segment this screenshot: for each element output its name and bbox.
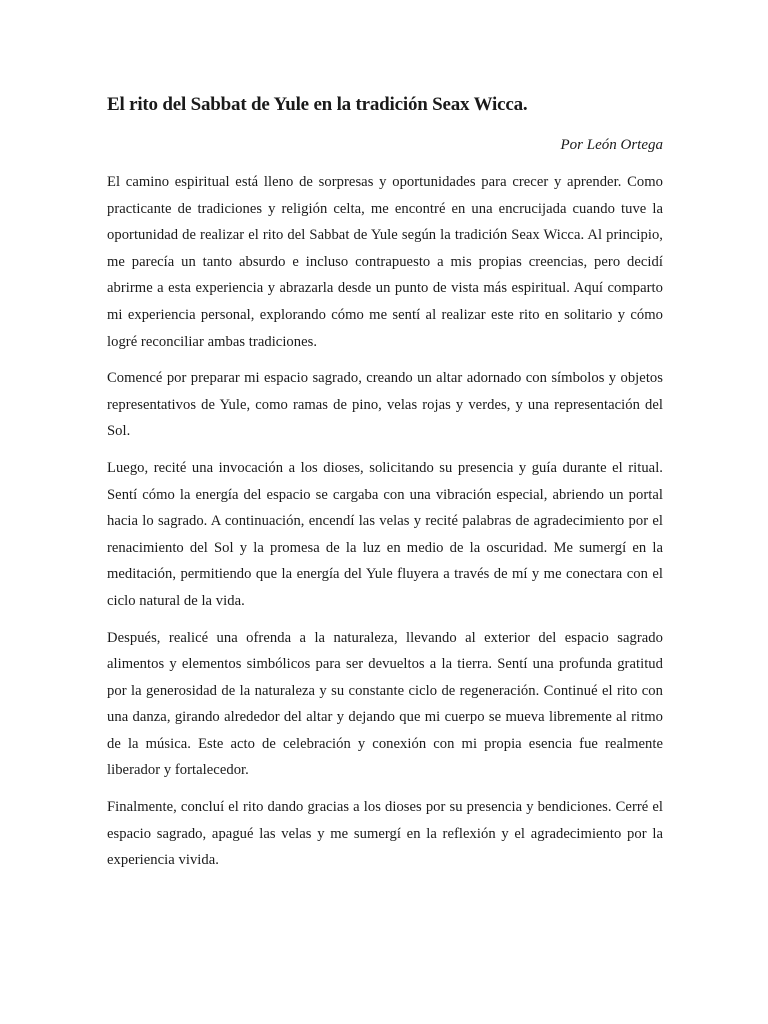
- author-byline: Por León Ortega: [560, 137, 663, 153]
- paragraph-1: El camino espiritual está lleno de sorpresas y oportunidades para crecer y aprender. Como practicante de tradiciones y religión celta, me encontré en una encrucijada cuando tuve la oportunidad de realizar el rito del Sabbat de Yule según la tradición Seax Wicca. Al principio, me parecía un tanto absurdo e incluso contrapuesto a mis propias creencias, pero decidí abrirme a esta experiencia y abrazarla desde un punto de vista más espiritual. Aquí comparto mi experiencia personal, explorando cómo me sentí al realizar este rito en solitario y cómo logré reconciliar ambas tradiciones.: [107, 174, 663, 350]
- document-title: El rito del Sabbat de Yule en la tradición Seax Wicca.: [107, 94, 528, 115]
- paragraph-4: Después, realicé una ofrenda a la naturaleza, llevando al exterior del espacio sagrado alimentos y elementos simbólicos para ser devueltos a la tierra. Sentí una profunda gratitud por la generosidad de la naturaleza y su constante ciclo de regeneración. Continué el rito con una danza, girando alrededor del altar y dejando que mi cuerpo se mueva libremente al ritmo de la música. Este acto de celebración y conexión con mi propia esencia fue realmente liberador y fortalecedor.: [107, 629, 663, 779]
- paragraph-2: Comencé por preparar mi espacio sagrado, creando un altar adornado con símbolos y objetos representativos de Yule, como ramas de pino, velas rojas y verdes, y una representación del Sol.: [107, 370, 663, 440]
- document-page: [107, 92, 663, 884]
- paragraph-5: Finalmente, concluí el rito dando gracias a los dioses por su presencia y bendiciones. Cerré el espacio sagrado, apagué las velas y me sumergí en la reflexión y el agradecimiento por la experiencia vivida.: [107, 799, 663, 869]
- document-body: [107, 169, 663, 874]
- paragraph-3: Luego, recité una invocación a los dioses, solicitando su presencia y guía durante el ritual. Sentí cómo la energía del espacio se cargaba con una vibración especial, abriendo un portal hacia lo sagrado. A continuación, encendí las velas y recité palabras de agradecimiento por el renacimiento del Sol y la promesa de la luz en medio de la oscuridad. Me sumergí en la meditación, permitiendo que la energía del Yule fluyera a través de mí y me conectara con el ciclo natural de la vida.: [107, 459, 663, 609]
